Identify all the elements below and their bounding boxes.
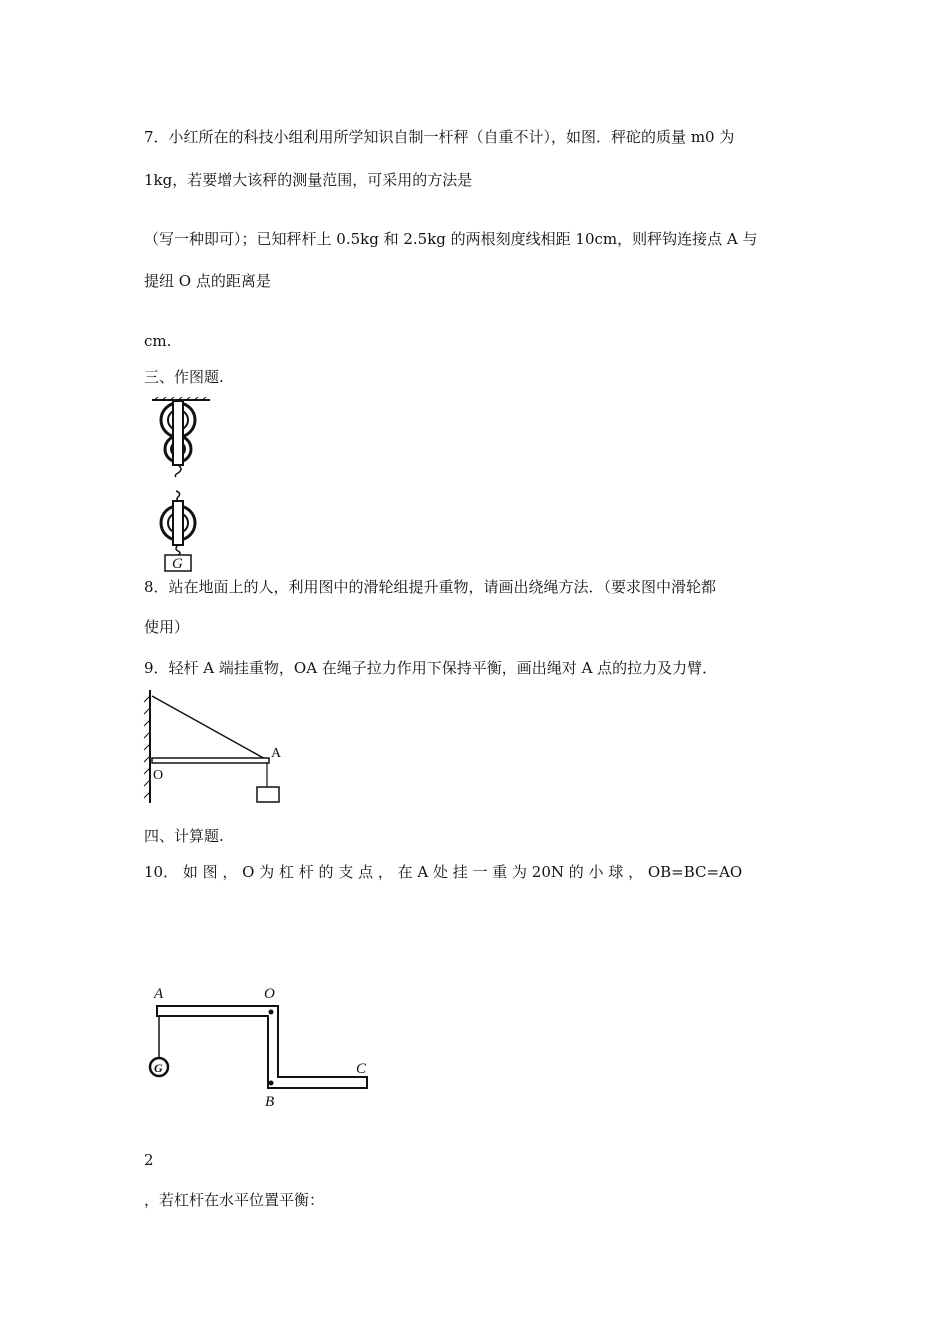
pivot-o-dot	[269, 1010, 274, 1015]
q7-line-5: cm.	[144, 332, 172, 350]
movable-pulley-frame	[173, 501, 183, 545]
page-number: 2	[144, 1151, 154, 1169]
hanging-weight	[257, 787, 279, 802]
section-heading-calculation: 四、计算题.	[144, 827, 224, 845]
point-a-label: A	[271, 746, 282, 761]
light-rod	[152, 758, 269, 763]
q7-line-2: 1kg，若要增大该秤的测量范围，可采用的方法是	[144, 171, 473, 189]
q7-line-3: （写一种即可）；已知秤杆上 0.5kg 和 2.5kg 的两根刻度线相距 10cm，则秤钩连接点 A 与	[144, 230, 758, 248]
bent-lever	[157, 1006, 367, 1088]
q8-line-2: 使用）	[144, 618, 190, 636]
point-b-dot	[269, 1081, 274, 1086]
rope-lever-figure	[140, 688, 290, 808]
bent-lever-figure	[140, 982, 380, 1112]
fixed-pulley-frame	[173, 401, 183, 465]
q7-line-1: 7．小红所在的科技小组利用所学知识自制一杆秤（自重不计），如图．秤砣的质量 m0 为	[144, 128, 735, 146]
section-heading-drawing: 三、作图题.	[144, 368, 224, 386]
point-b-label: B	[265, 1094, 275, 1110]
wall	[144, 690, 150, 803]
rope	[152, 696, 267, 760]
q10-line-2: ，若杠杆在水平位置平衡：	[144, 1191, 325, 1209]
q10-line-1: 10． 如 图 ， O 为 杠 杆 的 支 点 ， 在 A 处 挂 一 重 为 20N 的 小 球 ， OB=BC=AO	[144, 863, 743, 881]
upper-hook	[175, 465, 181, 477]
weight-label: G	[172, 556, 183, 572]
q9-line-1: 9．轻杆 A 端挂重物，OA 在绳子拉力作用下保持平衡，画出绳对 A 点的拉力及力臂．	[144, 659, 718, 677]
pulley-system-figure	[148, 397, 218, 573]
weight-hook	[176, 545, 180, 555]
q7-line-4: 提纽 O 点的距离是	[144, 272, 271, 290]
point-c-label: C	[356, 1061, 367, 1077]
ball-label: G	[154, 1061, 163, 1075]
q8-line-1: 8．站在地面上的人，利用图中的滑轮组提升重物，请画出绕绳方法．（要求图中滑轮都	[144, 578, 717, 596]
lower-hook	[176, 491, 180, 501]
point-o-label: O	[153, 768, 164, 783]
point-a-label: A	[154, 986, 164, 1002]
point-o-label: O	[264, 986, 275, 1002]
ceiling-mount	[152, 397, 210, 400]
